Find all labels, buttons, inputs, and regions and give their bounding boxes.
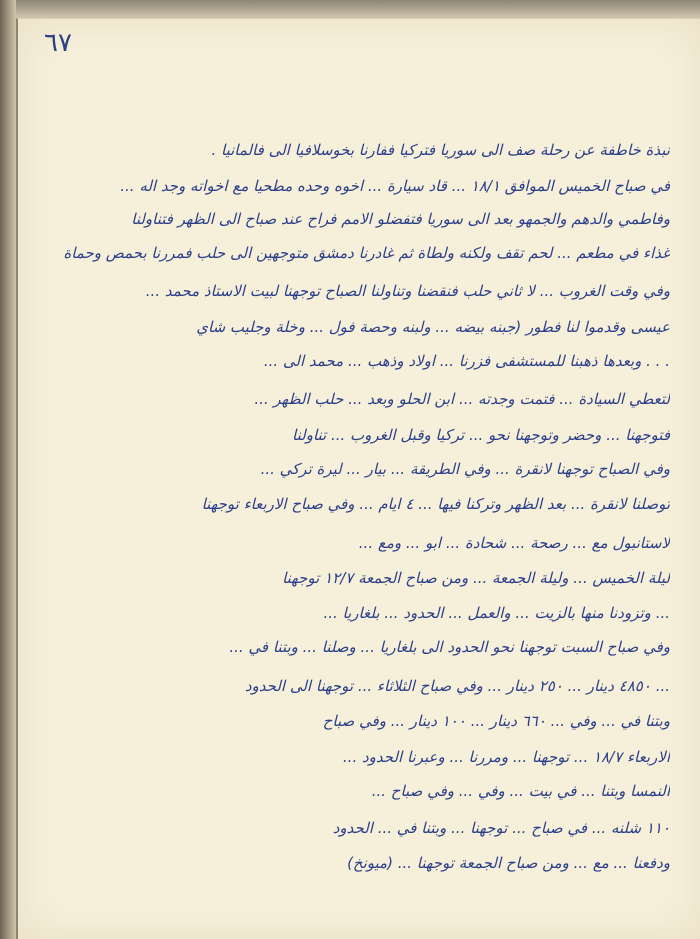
text-line: وفي الصباح توجهنا لانقرة ... وفي الطريقة ... بيار ... ليرة تركي ...	[260, 460, 670, 478]
text-line: غذاء في مطعم ... لحم تقف ولكنه ولطاة ثم غادرنا دمشق متوجهين الى حلب فمررنا بحمص وحماة	[63, 244, 670, 262]
text-line: عيسى وقدموا لنا فطور (جبنه بيضه ... ولبنه وحصة فول ... وخلة وجليب شاي	[196, 318, 670, 336]
text-line: وفي وقت الغروب ... لا ثاني حلب فنقضنا وتناولنا الصباح توجهنا لبيت الاستاذ محمد ...	[145, 282, 670, 300]
text-line: ودفعنا ... مع ... ومن صباح الجمعة توجهنا ... (ميونخ)	[347, 854, 670, 872]
text-line: الاربعاء ١٨/٧ ... توجهنا ... ومررنا ... وعبرنا الحدود ...	[342, 748, 670, 766]
text-line: ١١٠ شلنه ... في صباح ... توجهنا ... وبتنا في ... الحدود	[332, 819, 670, 837]
text-line: . . . وبعدها ذهبنا للمستشفى فزرنا ... اولاد وذهب ... محمد الى ...	[263, 352, 670, 370]
text-line: ... ٤٨٥٠ دينار ... ٢٥٠ دينار ... وفي صباح الثلاثاء ... توجهنا الى الحدود	[244, 677, 670, 695]
text-line: توصلنا لانقرة ... بعد الظهر وتركنا فيها ... ٤ ايام ... وفي صباح الاربعاء توجهنا	[201, 495, 670, 513]
text-line: نبذة خاطفة عن رحلة صف الى سوريا فتركيا ففارنا بخوسلافيا الى فالمانيا .	[211, 141, 670, 159]
text-line: وفي صباح السبت توجهنا نحو الحدود الى بلغاريا ... وصلنا ... وبتنا في ...	[229, 638, 670, 656]
text-line: وفاطمي والدهم والجمهو بعد الى سوريا فتفضلو الامم فراح عند صباح الى الظهر فتناولنا	[131, 210, 670, 228]
text-line: ... وتزودنا منها بالزيت ... والعمل ... الحدود ... بلغاريا ...	[323, 604, 670, 622]
text-line: النمسا وبتنا ... في بيت ... وفي ... وفي صباح ...	[371, 782, 670, 800]
text-line: ليلة الخميس ... وليلة الجمعة ... ومن صباح الجمعة ١٢/٧ توجهنا	[282, 569, 670, 587]
page-number: ٦٧	[44, 28, 72, 58]
text-line: وبتنا في ... وفي ... ٦٦٠ دينار ... ١٠٠ دينار ... وفي صباح	[322, 712, 670, 730]
text-line: في صباح الخميس الموافق ١٨/١ ... قاد سيارة ... اخوه وحده مطحيا مع اخواته وجد اله ...	[120, 177, 670, 195]
text-line: فتوجهنا ... وحضر وتوجهنا نحو ... تركيا وقبل الغروب ... تناولنا	[292, 426, 670, 444]
text-line: لتعطي السيادة ... فتمت وجدته ... ابن الحلو وبعد ... حلب الظهر ...	[254, 390, 670, 408]
text-line: لاستانبول مع ... رصحة ... شحادة ... ابو ... ومع ...	[358, 534, 670, 552]
